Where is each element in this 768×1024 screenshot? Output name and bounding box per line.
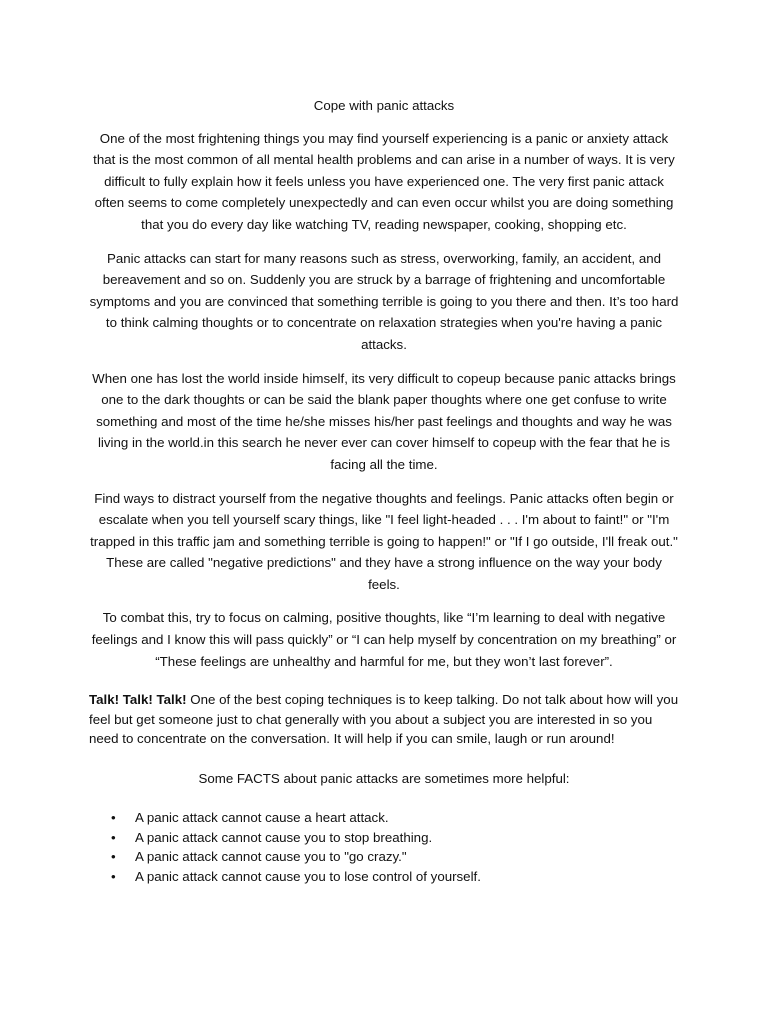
bullet-icon: •: [111, 868, 116, 884]
facts-heading: Some FACTS about panic attacks are sometimes more helpful:: [198, 771, 570, 787]
talk-emphasis: Talk! Talk! Talk!: [89, 692, 187, 708]
fact-text: A panic attack cannot cause a heart attack.: [135, 810, 389, 826]
list-item: [89, 828, 679, 848]
talk-text: One of the best coping techniques is to keep talking. Do not talk about how will you feel but get someone just to chat generally with you about a subject you are interested in so you need to concentrate on the conversation. It will help if you can smile, laugh or run around!: [89, 692, 679, 747]
paragraph-distract: Find ways to distract yourself from the negative thoughts and feelings. Panic attacks often begin or escalate when you tell yourself scary things, like "I feel light-headed . . . I'm about to faint!" or "I'm trapped in this traffic jam and something terrible is going to happen!" or "If I go outside, I'll freak out." These are called "negative predictions" and they have a strong influence on the way your body feels.: [90, 490, 678, 592]
fact-text: A panic attack cannot cause you to lose control of yourself.: [135, 868, 481, 884]
document-page: [89, 95, 679, 886]
list-item: [89, 867, 679, 887]
paragraph-combat: To combat this, try to focus on calming, positive thoughts, like “I’m learning to deal with negative feelings and I know this will pass quickly” or “I can help myself by concentration on my breathing” or “These feelings are unhealthy and harmful for me, but they won’t last forever”.: [91, 610, 677, 669]
paragraph-talk: [89, 690, 679, 748]
paragraph-dark-thoughts: When one has lost the world inside himself, its very difficult to copeup because panic attacks brings one to the dark thoughts or can be said the blank paper thoughts where one get confuse to write something and most of the time he/she misses his/her past feelings and thoughts and way he was living in the world.in this search he never ever can cover himself to copeup with the fear that he is facing all the time.: [92, 370, 676, 472]
facts-list: [89, 808, 679, 886]
list-item: [89, 808, 679, 828]
fact-text: A panic attack cannot cause you to "go crazy.": [135, 849, 407, 865]
fact-text: A panic attack cannot cause you to stop breathing.: [135, 829, 433, 845]
bullet-icon: •: [111, 810, 116, 826]
list-item: [89, 847, 679, 867]
bullet-icon: •: [111, 849, 116, 865]
paragraph-intro: One of the most frightening things you may find yourself experiencing is a panic or anxiety attack that is the most common of all mental health problems and can arise in a number of ways. It is very difficult to fully explain how it feels unless you have experienced one. The very first panic attack often seems to come completely unexpectedly and can even occur whilst you are doing something that you do every day like watching TV, reading newspaper, cooking, shopping etc.: [93, 130, 675, 232]
bullet-icon: •: [111, 829, 116, 845]
paragraph-causes: Panic attacks can start for many reasons such as stress, overworking, family, an accident, and bereavement and so on. Suddenly you are struck by a barrage of frightening and uncomfortable symptoms and you are convinced that something terrible is going to you there and then. It’s too hard to think calming thoughts or to concentrate on relaxation strategies when you're having a panic attacks.: [89, 250, 679, 352]
document-title: Cope with panic attacks: [313, 98, 455, 113]
